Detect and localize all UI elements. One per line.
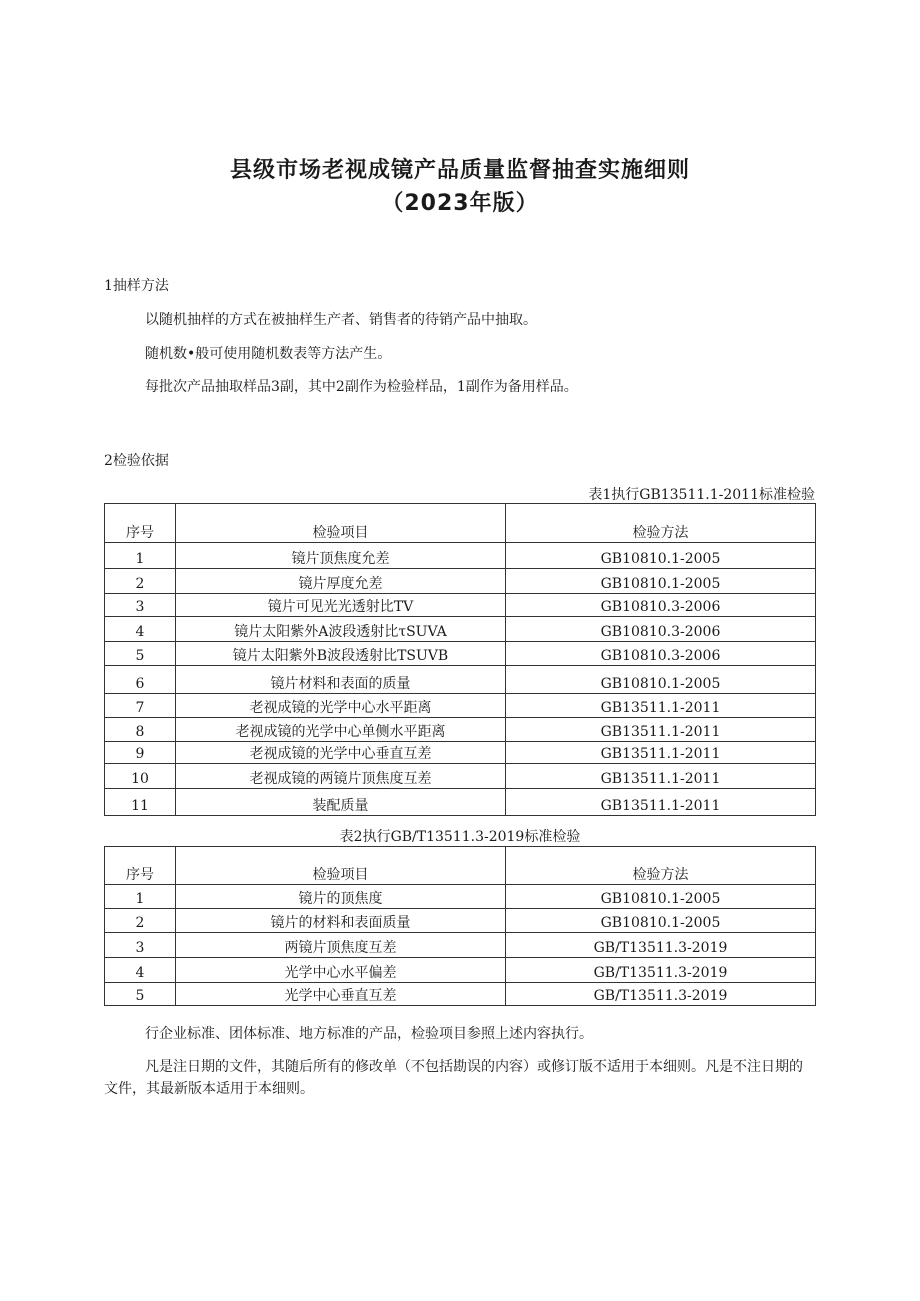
table-cell: 光学中心水平偏差: [176, 958, 506, 983]
table-row: [105, 742, 816, 764]
table-row: [105, 666, 816, 694]
table-2-caption: 表2执行GB/T13511.3-2019标准检验: [339, 829, 581, 845]
table-cell: GB10810.3-2006: [506, 642, 816, 666]
footer-line-1: 行企业标准、团体标准、地方标准的产品，检验项目参照上述内容执行。: [145, 1026, 593, 1042]
table-cell: GB13511.1-2011: [506, 764, 816, 789]
table-cell: 镜片太阳紫外A波段透射比τSUVA: [176, 617, 506, 642]
table-2-header-item: 检验项目: [176, 847, 506, 885]
table-row: [105, 543, 816, 569]
table-1-header-index: 序号: [105, 504, 176, 543]
table-cell: 镜片的材料和表面质量: [176, 909, 506, 933]
table-cell: GB10810.1-2005: [506, 885, 816, 909]
table-cell: 7: [105, 694, 176, 718]
section-1-heading: 1抽样方法: [104, 278, 169, 294]
table-cell: 老视成镜的光学中心垂直互差: [176, 742, 506, 764]
table-row: [105, 909, 816, 933]
section-1-line-1: 以随机抽样的方式在被抽样生产者、销售者的待销产品中抽取。: [145, 312, 537, 328]
table-2-header-method: 检验方法: [506, 847, 816, 885]
table-row: [105, 594, 816, 617]
table-row: [105, 617, 816, 642]
table-1-header-item: 检验项目: [176, 504, 506, 543]
table-cell: GB10810.1-2005: [506, 543, 816, 569]
table-row: [105, 789, 816, 816]
table-cell: 老视成镜的光学中心水平距离: [176, 694, 506, 718]
table-row: [105, 642, 816, 666]
document-title: 县级市场老视成镜产品质量监督抽查实施细则: [229, 158, 690, 183]
section-2-heading: 2检验依据: [104, 453, 169, 469]
document-subtitle: （2023年版）: [381, 191, 539, 216]
table-row: [105, 983, 816, 1006]
table-row: [105, 569, 816, 594]
table-cell: 9: [105, 742, 176, 764]
table-cell: 镜片厚度允差: [176, 569, 506, 594]
table-2: [104, 846, 816, 1006]
table-row: [105, 933, 816, 958]
table-cell: GB10810.1-2005: [506, 666, 816, 694]
table-cell: 4: [105, 958, 176, 983]
table-cell: 2: [105, 909, 176, 933]
table-row: [105, 718, 816, 742]
section-1-line-2: 随机数•般可使用随机数表等方法产生。: [145, 346, 392, 362]
table-cell: 4: [105, 617, 176, 642]
table-cell: 镜片顶焦度允差: [176, 543, 506, 569]
table-cell: 3: [105, 933, 176, 958]
table-cell: 6: [105, 666, 176, 694]
table-cell: GB13511.1-2011: [506, 742, 816, 764]
table-cell: GB13511.1-2011: [506, 694, 816, 718]
table-cell: 8: [105, 718, 176, 742]
table-cell: GB10810.3-2006: [506, 594, 816, 617]
table-cell: 镜片的顶焦度: [176, 885, 506, 909]
section-1-line-3: 每批次产品抽取样品3副，其中2副作为检验样品，1副作为备用样品。: [145, 379, 578, 395]
table-cell: 镜片可见光光透射比TV: [176, 594, 506, 617]
table-cell: GB10810.3-2006: [506, 617, 816, 642]
table-cell: 1: [105, 885, 176, 909]
table-1-caption: 表1执行GB13511.1-2011标准检验: [588, 487, 815, 503]
table-cell: 镜片太阳紫外B波段透射比TSUVB: [176, 642, 506, 666]
table-cell: GB/T13511.3-2019: [506, 933, 816, 958]
table-row: [105, 694, 816, 718]
table-row: [105, 958, 816, 983]
table-cell: GB/T13511.3-2019: [506, 958, 816, 983]
table-row: [105, 885, 816, 909]
table-cell: 装配质量: [176, 789, 506, 816]
table-cell: 两镜片顶焦度互差: [176, 933, 506, 958]
table-cell: 镜片材料和表面的质量: [176, 666, 506, 694]
table-cell: GB13511.1-2011: [506, 718, 816, 742]
table-cell: GB13511.1-2011: [506, 789, 816, 816]
table-cell: 1: [105, 543, 176, 569]
table-cell: 5: [105, 983, 176, 1006]
table-cell: GB/T13511.3-2019: [506, 983, 816, 1006]
table-cell: 2: [105, 569, 176, 594]
table-cell: 3: [105, 594, 176, 617]
table-1: [104, 503, 816, 816]
table-cell: GB10810.1-2005: [506, 569, 816, 594]
table-cell: 光学中心垂直互差: [176, 983, 506, 1006]
footer-line-2: 凡是注日期的文件，其随后所有的修改单（不包括勘误的内容）或修订版不适用于本细则。凡是不注日期的文件，其最新版本适用于本细则。: [104, 1059, 803, 1097]
table-cell: 5: [105, 642, 176, 666]
table-cell: 老视成镜的两镜片顶焦度互差: [176, 764, 506, 789]
table-cell: 老视成镜的光学中心单侧水平距离: [176, 718, 506, 742]
table-2-header-index: 序号: [105, 847, 176, 885]
table-1-header-method: 检验方法: [506, 504, 816, 543]
table-cell: GB10810.1-2005: [506, 909, 816, 933]
table-cell: 11: [105, 789, 176, 816]
table-cell: 10: [105, 764, 176, 789]
table-row: [105, 764, 816, 789]
